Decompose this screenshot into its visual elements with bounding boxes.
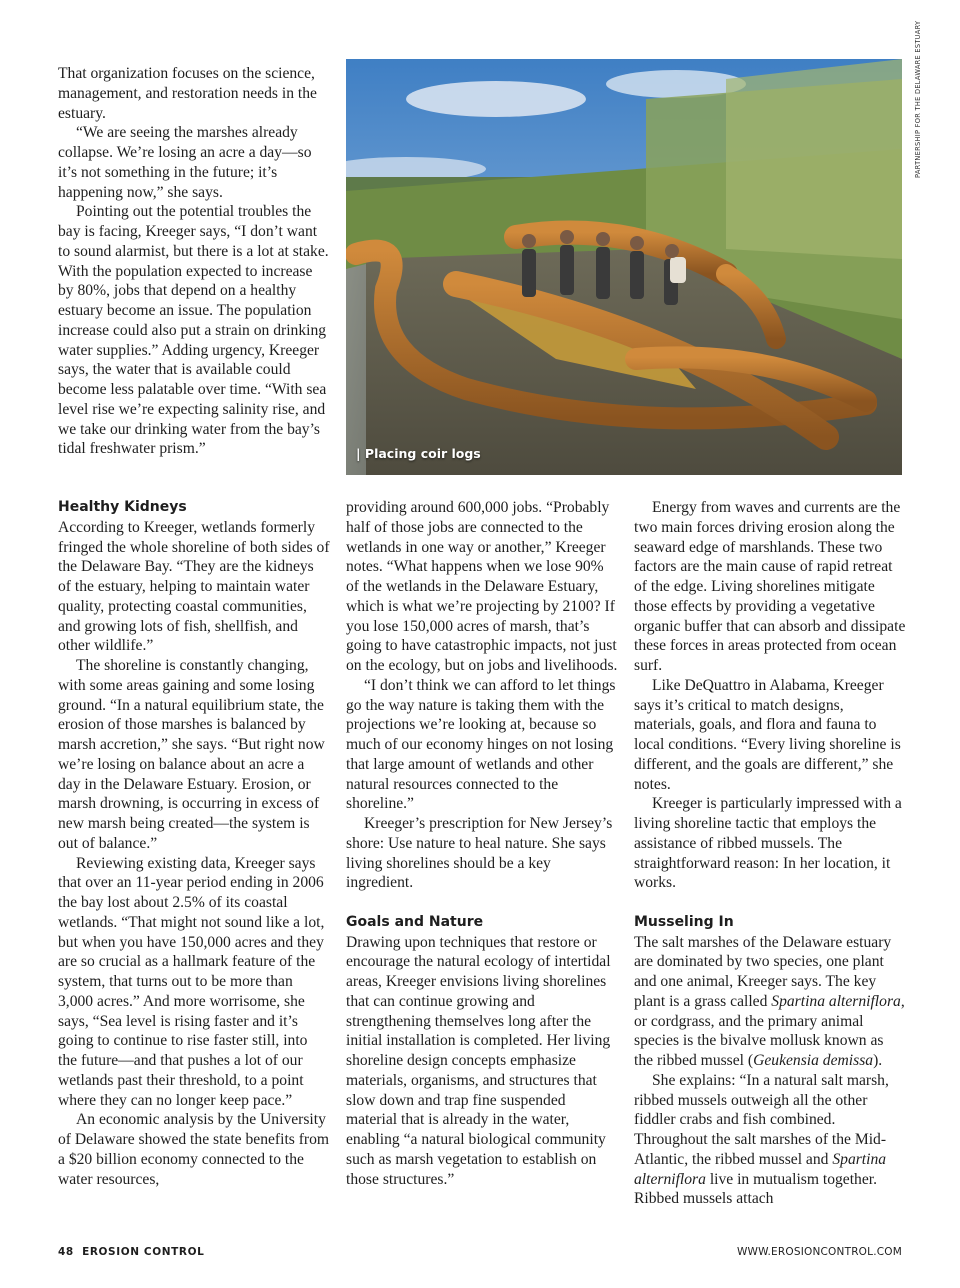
paragraph: That organization focuses on the science, management, and restoration needs in the estuary. — [58, 65, 317, 122]
paragraph: An economic analysis by the University of Delaware showed the state benefits from a $20 billion economy connected to the water resources, — [58, 1111, 330, 1188]
photo-credit-text: PARTNERSHIP FOR THE DELAWARE ESTUARY — [914, 20, 922, 178]
column-2 — [346, 498, 618, 1189]
magazine-name: EROSION CONTROL — [82, 1246, 205, 1258]
paragraph: Energy from waves and currents are the two main forces driving erosion along the seaward edge of marshlands. These two factors are the main cause of rapid retreat of the edge. Living shorelines mitigate those effects by providing a vegetative organic buffer that can absorb and dissipate these forces in areas protected from ocean surf. — [634, 499, 906, 674]
column-1 — [58, 498, 330, 1189]
paragraph: Drawing upon techniques that restore or encourage the natural ecology of intertidal areas, Kreeger envisions living shorelines that can continue growing and strengthening themselves long after the initial installation is completed. Her living shoreline design concepts emphasize materials, organisms, and structures that slow down and trap fine suspended material that is already in the water, enabling “a natural biological community such as marsh vegetation to establish on those structures.” — [346, 933, 611, 1188]
paragraph: Like DeQuattro in Alabama, Kreeger says it’s critical to match designs, materials, goals, and flora and fauna to local conditions. “Every living shoreline is different, and the goals are different,” she notes. — [634, 676, 901, 793]
section-heading: Healthy Kidneys — [58, 499, 187, 515]
species-name: Spartina alterniflora — [771, 992, 901, 1010]
section-heading: Goals and Nature — [346, 913, 484, 930]
paragraph: The shoreline is constantly changing, with some areas gaining and some losing ground. “In a natural equilibrium state, the erosion of those marshes is balanced by marsh accretion,” she says. “But right now we’re losing on balance about an acre a day in the Delaware Estuary. Erosion, or marsh drowning, is occurring in excess of new marsh being created—the system is out of balance.” — [58, 657, 325, 852]
paragraph: Reviewing existing data, Kreeger says that over an 11-year period ending in 2006 the bay lost about 2.5% of its coastal wetlands. “That might not sound like a lot, but when you have 150,000 acres and they are so crucial as a hallmark feature of the system, that turns out to be more than 3,000 acres.” And more worrisome, she says, “Sea level is rising faster and it’s going to continue to rise faster still, into the future—and that pushes a lot of our wetlands past their threshold, to a point where they can no longer keep pace.” — [58, 854, 325, 1109]
species-name: Geukensia demissa — [753, 1052, 874, 1069]
paragraph: Pointing out the potential troubles the bay is facing, Kreeger says, “I don’t want to sound alarmist, but there is a lot at stake. With the population expected to increase by 80%, jobs that depend on a healthy estuary become an issue. The population increase could also put a strain on drinking water supplies.” Adding urgency, Kreeger says, the water that is available could become less palatable over time. “With sea level rise we’re expecting salinity rise, and we take our drinking water from the bay’s tidal freshwater prism.” — [58, 203, 329, 458]
paragraph: Kreeger’s prescription for New Jersey’s shore: Use nature to heal nature. She says living shorelines should be a key ingredient. — [346, 815, 613, 892]
paragraph: “I don’t think we can afford to let things go the way nature is taking them with the projections we’re looking at, because so much of our economy hinges on not losing that large amount of wetlands and other natural resources connected to the shoreline.” — [346, 676, 616, 813]
paragraph — [634, 933, 906, 1071]
text-run: She explains: “In a natural salt marsh, ribbed mussels outweigh all the other fiddler crabs and fish combined. Throughout the salt marshes of the Mid-Atlantic, the ribbed mussel and — [634, 1071, 889, 1168]
paragraph: According to Kreeger, wetlands formerly fringed the whole shoreline of both sides of the Delaware Bay. “They are the kidneys of the estuary, helping to maintain water quality, protecting coastal communities, and growing lots of fish, shellfish, and other wildlife.” — [58, 518, 330, 655]
text-run: live in mutualism together. Ribbed mussels attach — [634, 1170, 877, 1208]
footer-left — [58, 1246, 204, 1258]
column-3 — [634, 498, 906, 1209]
page-number: 48 — [58, 1246, 74, 1258]
section-heading: Musseling In — [634, 913, 734, 930]
paragraph: providing around 600,000 jobs. “Probably half of those jobs are connected to the wetlands in one way or another,” Kreeger notes. “What happens when we lose 90% of the wetlands in the Delaware Estuary, which is what we’re projecting by 2100? If you lose 150,000 acres of marsh, that’s going to have catastrophic impacts, not just on the ecology, but on jobs and livelihoods. — [346, 499, 618, 674]
coir-logs-photo — [346, 59, 902, 475]
footer-website: WWW.EROSIONCONTROL.COM — [736, 1246, 902, 1258]
photo-caption: | Placing coir logs — [356, 446, 481, 461]
text-run: , or cordgrass, and the primary animal species is the bivalve mollusk known as the ribbed mussel ( — [634, 992, 905, 1069]
text-run: ). — [873, 1052, 883, 1069]
top-column-text — [58, 64, 330, 459]
photo-credit — [912, 20, 926, 180]
paragraph: “We are seeing the marshes already collapse. We’re losing an acre a day—so it’s not something in the future; it’s happening now,” she says. — [58, 124, 312, 201]
text-run: The salt marshes of the Delaware estuary are dominated by two species, one plant and one animal, Kreeger says. The key plant is a grass called — [634, 933, 892, 1010]
paragraph — [634, 1071, 906, 1209]
species-name: Spartina alterniflora — [634, 1150, 887, 1188]
paragraph: Kreeger is particularly impressed with a living shoreline tactic that employs the assistance of ribbed mussels. The straightforward reason: In her location, it works. — [634, 795, 902, 892]
